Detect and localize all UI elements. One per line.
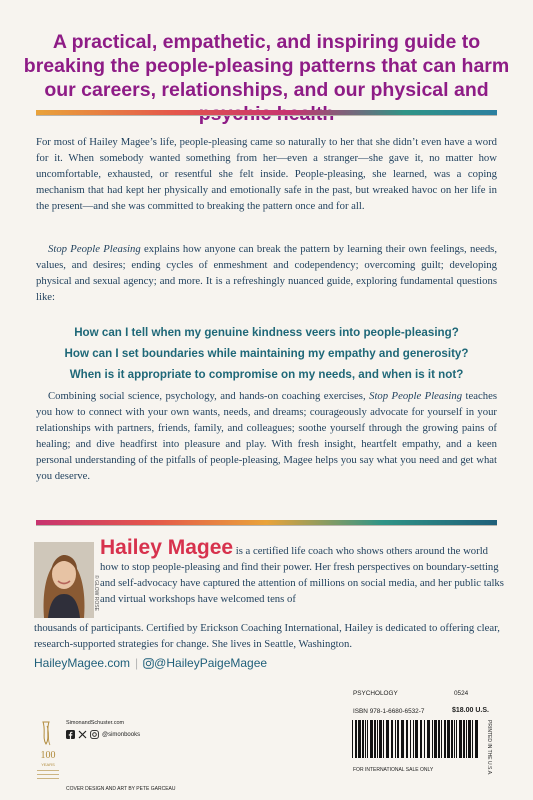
facebook-icon[interactable]	[66, 730, 75, 739]
barcode-bar	[454, 720, 455, 758]
barcode-bar	[391, 720, 393, 758]
publisher-100-years-logo	[34, 718, 62, 786]
description-paragraph-3-start: Combining social science, psychology, and hands-on coaching exercises,	[48, 390, 370, 402]
author-instagram-link[interactable]: @HaileyPaigeMagee	[154, 656, 268, 670]
author-links	[34, 656, 267, 672]
category-label: PSYCHOLOGY	[353, 690, 398, 697]
x-twitter-icon[interactable]	[78, 730, 87, 739]
barcode-bar	[406, 720, 408, 758]
barcode-bar	[456, 720, 457, 758]
link-separator: |	[135, 656, 139, 670]
photo-credit: © GLOW ROSE	[93, 575, 99, 611]
barcode-bar	[432, 720, 433, 758]
instagram-icon[interactable]	[90, 730, 99, 739]
question-item: When is it appropriate to compromise on my needs, and when is it not?	[69, 368, 464, 381]
tagline: A practical, empathetic, and inspiring guide to breaking the people-pleasing patterns that can harm our careers, relationships, and our physical and	[23, 31, 510, 101]
barcode-bar	[466, 720, 467, 758]
book-title-italic: Stop People Pleasing	[369, 390, 463, 402]
barcode-bar	[413, 720, 414, 758]
barcode-bar	[397, 720, 399, 758]
barcode-bar	[383, 720, 384, 758]
barcode-bar	[377, 720, 378, 758]
author-photo	[34, 542, 94, 618]
publisher-social-links	[66, 730, 140, 739]
barcode-bar	[362, 720, 364, 758]
question-item: How can I tell when my genuine kindness veers into people-pleasing?	[74, 326, 459, 339]
publisher-logo	[34, 718, 62, 786]
barcode-bar	[444, 720, 446, 758]
barcode-bar	[438, 720, 440, 758]
barcode-bar	[451, 720, 453, 758]
barcode-bar	[441, 720, 442, 758]
description-paragraph-3	[36, 388, 497, 484]
author-name: Hailey Magee	[100, 536, 234, 559]
publisher-website[interactable]: SimonandSchuster.com	[66, 720, 125, 726]
description-paragraph-2	[36, 241, 497, 305]
barcode-bar	[352, 720, 353, 758]
svg-text:YEARS: YEARS	[41, 762, 55, 767]
barcode-bar	[424, 720, 425, 758]
author-portrait-illustration	[34, 542, 94, 618]
description-paragraph-3-end: teaches you how to connect with your own wants, needs, and dreams; courageously advocate for yourself in your relationships with partners, friends, family, and colleagues; soothe yourself through the growing pains of healing; and dive headfirst into pleasure and play. With fresh insight, heartfelt empathy, and a keen personal understanding of the pitfalls of people-pleasing, Magee helps you say what you need and get what you deserve.	[36, 390, 497, 482]
isbn-label: ISBN 978-1-6680-6532-7	[353, 708, 425, 715]
product-code: 0524	[454, 690, 469, 697]
cover-design-credit: COVER DESIGN AND ART BY PETE GARCEAU	[66, 786, 176, 792]
barcode-bar	[468, 720, 471, 758]
barcode-icon	[350, 720, 478, 764]
printed-in-notice: PRINTED IN THE U.S.A.	[486, 720, 492, 776]
barcode-bar	[386, 720, 389, 758]
barcode-bar	[379, 720, 382, 758]
barcode-bar	[374, 720, 376, 758]
barcode-bar	[401, 720, 404, 758]
barcode-bar	[420, 720, 422, 758]
barcode-bar	[447, 720, 450, 758]
barcode-bar	[395, 720, 396, 758]
barcode-bar	[459, 720, 462, 758]
book-title-italic: Stop People Pleasing	[48, 243, 141, 255]
author-bio-text: is a certified life coach who shows others around the world how to stop people-pleasing and find their power. Her fresh perspectives on boundary-setting and self-advocacy have captured the attention of millions on social media, and her public talks and virtual workshops have welcomed tens of	[100, 545, 504, 605]
barcode-bar	[355, 720, 357, 758]
price-label: $18.00 U.S.	[452, 707, 489, 714]
barcode-bar	[358, 720, 361, 758]
question-item: How can I set boundaries while maintaining my empathy and generosity?	[64, 347, 469, 360]
author-bio-continued: thousands of participants. Certified by Erickson Coaching International, Hailey is dedicated to offering clear, research-supported strategies for change. She lives in Seattle, Washington.	[34, 622, 500, 650]
publisher-handle[interactable]: @simonbooks	[102, 731, 141, 738]
barcode-bar	[463, 720, 465, 758]
rainbow-divider-middle	[36, 520, 497, 525]
author-website-link[interactable]: HaileyMagee.com	[34, 656, 131, 670]
rainbow-divider-top	[36, 110, 497, 115]
barcode-bar	[410, 720, 411, 758]
barcode-area	[350, 720, 478, 764]
barcode-bar	[434, 720, 437, 758]
instagram-icon	[143, 658, 154, 672]
barcode-bar	[367, 720, 368, 758]
barcode-bar	[475, 720, 478, 758]
description-paragraph-2-text: explains how anyone can break the pattern by learning their own feelings, needs, values, and desires; ending cycles of enmeshment and codependency; overcoming guilt; developing physical and sexual agency; and more. It is a refreshingly nuanced guide, exploring fundamental questions like:	[36, 243, 497, 303]
barcode-bar	[365, 720, 366, 758]
svg-text:100: 100	[40, 750, 56, 761]
barcode-bar	[370, 720, 373, 758]
barcode-bar	[415, 720, 418, 758]
description-paragraph-1: For most of Hailey Magee’s life, people-pleasing came so naturally to her that she didn’t even have a word for it. When somebody wanted something from her—even a stranger—she gave it, no matter how uncomfortable, exhausted, or resentful she felt inside. People-pleasing, she learned, was a coping mechanism that had kept her physically and emotionally safe in the past, but wreaked havoc on her life in the present—and she was committed to breaking the pattern once and for all.	[36, 136, 497, 212]
author-bio	[100, 536, 508, 607]
barcode-bar	[427, 720, 430, 758]
question-list	[22, 322, 511, 385]
barcode-bar	[472, 720, 473, 758]
international-sale-notice: FOR INTERNATIONAL SALE ONLY	[353, 767, 434, 773]
